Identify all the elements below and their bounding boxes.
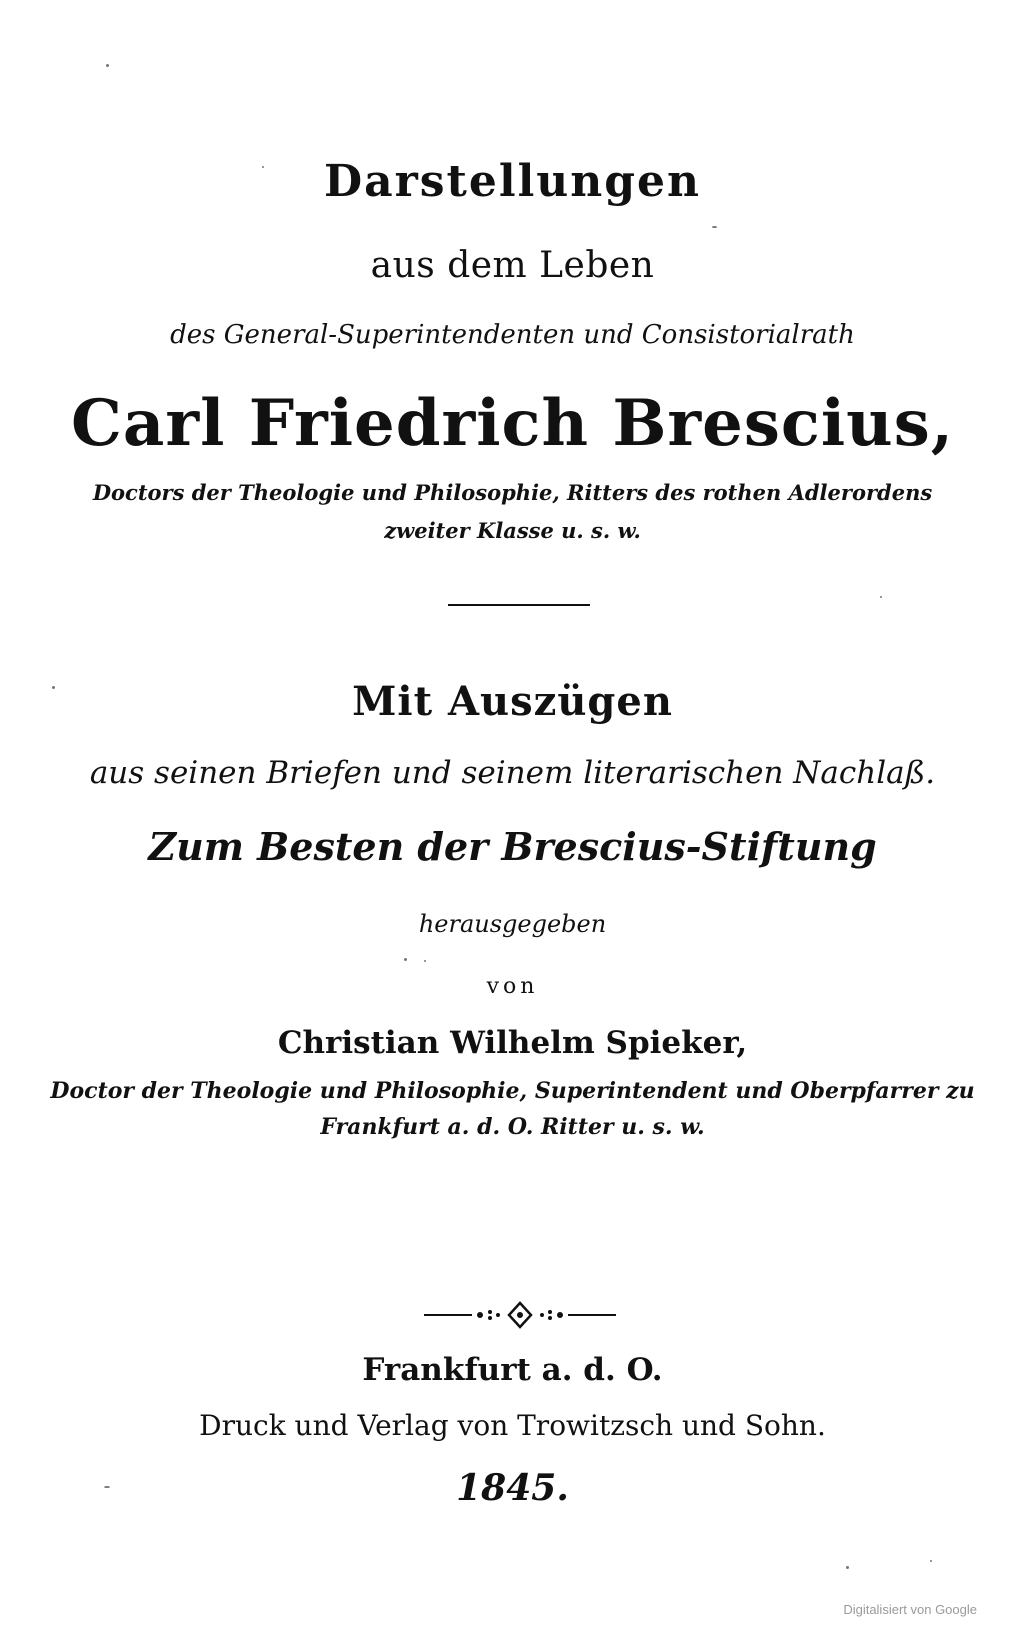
book-subtitle: aus dem Leben (370, 245, 655, 286)
publication-place: Frankfurt a. d. O. (362, 1352, 663, 1388)
scan-speck (846, 1566, 849, 1569)
printers-ornament-icon (420, 1300, 620, 1330)
book-title: Darstellungen (323, 156, 702, 207)
editor-degrees-line-1: Doctor der Theologie und Philosophie, Superintendent und Oberpfarrer zu (50, 1078, 975, 1104)
scan-speck (930, 1560, 932, 1562)
scan-speck (404, 958, 407, 961)
subject-name: Carl Friedrich Brescius, (70, 386, 955, 461)
divider-rule (448, 604, 590, 606)
scan-speck (880, 596, 882, 598)
scan-speck (52, 686, 55, 689)
scan-speck (424, 960, 426, 962)
subject-degrees-line-2: zweiter Klasse u. s. w. (384, 518, 641, 543)
edited-label: herausgegeben (418, 910, 607, 938)
scan-speck (262, 166, 264, 168)
digitization-watermark: Digitalisiert von Google (843, 1602, 977, 1617)
supplement-description: aus seinen Briefen und seinem literarischen Nachlaß. (89, 755, 936, 791)
editor-degrees-line-2: Frankfurt a. d. O. Ritter u. s. w. (320, 1114, 705, 1140)
editor-name: Christian Wilhelm Spieker, (277, 1025, 748, 1061)
publisher-line: Druck und Verlag von Trowitzsch und Sohn. (199, 1409, 826, 1442)
by-label: von (486, 974, 539, 999)
scan-speck (104, 1486, 110, 1488)
benefit-line: Zum Besten der Brescius-Stiftung (148, 824, 877, 869)
scan-speck (106, 64, 109, 67)
subject-degrees-line-1: Doctors der Theologie und Philosophie, Ritters des rothen Adlerordens (92, 480, 933, 505)
scan-speck (712, 226, 717, 228)
subject-office-line: des General-Superintendenten und Consistorialrath (170, 320, 855, 350)
publication-year: 1845. (456, 1467, 569, 1509)
supplement-heading: Mit Auszügen (352, 678, 673, 725)
